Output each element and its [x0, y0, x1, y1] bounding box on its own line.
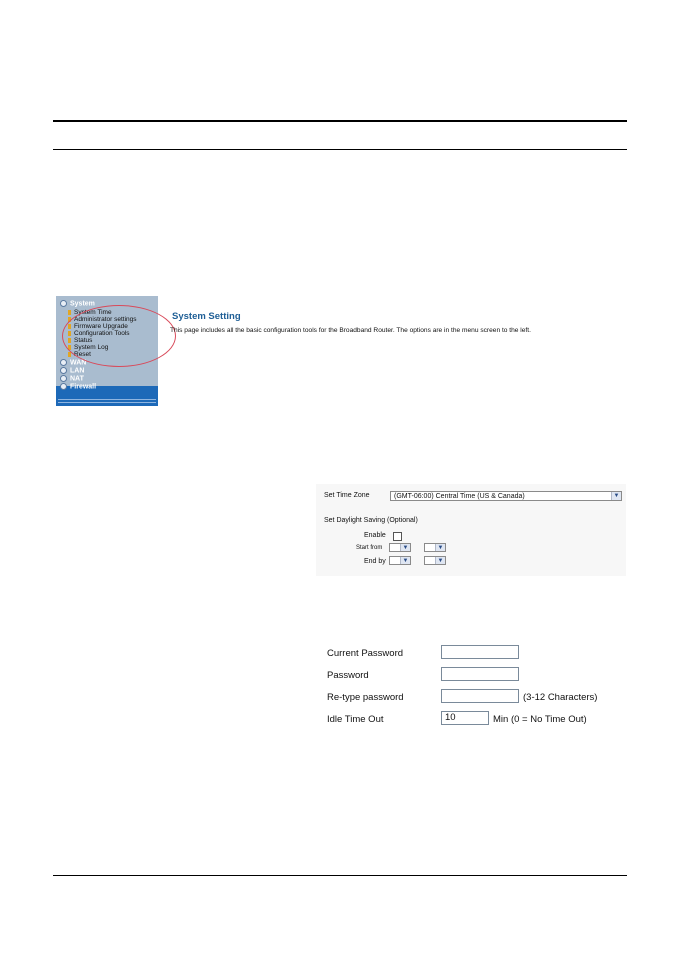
retype-password-label: Re-type password — [327, 692, 404, 703]
current-password-label: Current Password — [327, 648, 404, 659]
menu-bar-line — [58, 402, 156, 403]
chevron-down-icon: ▼ — [435, 557, 445, 564]
set-time-zone-label: Set Time Zone — [324, 492, 370, 499]
highlight-ellipse — [62, 305, 176, 367]
password-settings-screenshot — [323, 641, 625, 737]
menu-sub-reset[interactable]: Reset — [68, 351, 91, 358]
system-setting-screenshot — [56, 296, 625, 406]
idle-time-out-note: Min (0 = No Time Out) — [493, 714, 587, 725]
retype-password-input[interactable] — [441, 689, 519, 703]
current-password-input[interactable] — [441, 645, 519, 659]
menu-sub-firmware-upgrade[interactable]: Firmware Upgrade — [68, 323, 128, 330]
start-from-label: Start from — [356, 545, 383, 551]
menu-sub-status[interactable]: Status — [68, 337, 92, 344]
time-zone-screenshot — [316, 484, 626, 576]
menu-sub-configuration-tools[interactable]: Configuration Tools — [68, 330, 130, 337]
bullet-icon — [60, 300, 67, 307]
idle-time-out-label: Idle Time Out — [327, 714, 384, 725]
password-label: Password — [327, 670, 369, 681]
menu-item-lan[interactable]: LAN — [60, 367, 84, 374]
chevron-down-icon: ▼ — [435, 544, 445, 551]
password-length-note: (3-12 Characters) — [523, 692, 598, 703]
bullet-icon — [60, 375, 67, 382]
menu-item-system[interactable]: System — [60, 300, 95, 307]
menu-sub-system-log[interactable]: System Log — [68, 344, 108, 351]
bullet-icon — [60, 367, 67, 374]
start-day-select[interactable] — [424, 543, 446, 552]
enable-label: Enable — [364, 532, 386, 539]
password-input[interactable] — [441, 667, 519, 681]
bullet-icon — [60, 359, 67, 366]
time-zone-value: (GMT-06:00) Central Time (US & Canada) — [394, 493, 525, 500]
menu-item-nat[interactable]: NAT — [60, 375, 84, 382]
document-icon — [68, 310, 71, 315]
daylight-saving-label: Set Daylight Saving (Optional) — [324, 517, 418, 524]
page-title: System Setting — [172, 311, 241, 322]
idle-time-out-input[interactable]: 10 — [441, 711, 489, 725]
chevron-down-icon: ▼ — [611, 492, 621, 500]
chevron-down-icon: ▼ — [400, 557, 410, 564]
start-month-select[interactable] — [389, 543, 411, 552]
bullet-icon — [60, 383, 67, 390]
footer-rule — [53, 875, 627, 876]
header-rule-thick — [53, 120, 627, 122]
menu-bar-line — [58, 399, 156, 400]
menu-item-firewall[interactable]: Firewall — [60, 383, 96, 390]
menu-sub-system-time[interactable]: System Time — [68, 309, 112, 316]
menu-sub-administrator-settings[interactable]: Administrator settings — [68, 316, 137, 323]
chevron-down-icon: ▼ — [400, 544, 410, 551]
menu-item-wan[interactable]: WAN — [60, 359, 86, 366]
header-rule-thin — [53, 149, 627, 150]
end-by-label: End by — [364, 558, 386, 565]
end-day-select[interactable] — [424, 556, 446, 565]
time-zone-select[interactable] — [390, 491, 622, 501]
end-month-select[interactable] — [389, 556, 411, 565]
page-description: This page includes all the basic configuration tools for the Broadband Router. The options are in the menu screen to the left. — [170, 327, 531, 334]
enable-checkbox[interactable] — [393, 532, 402, 541]
